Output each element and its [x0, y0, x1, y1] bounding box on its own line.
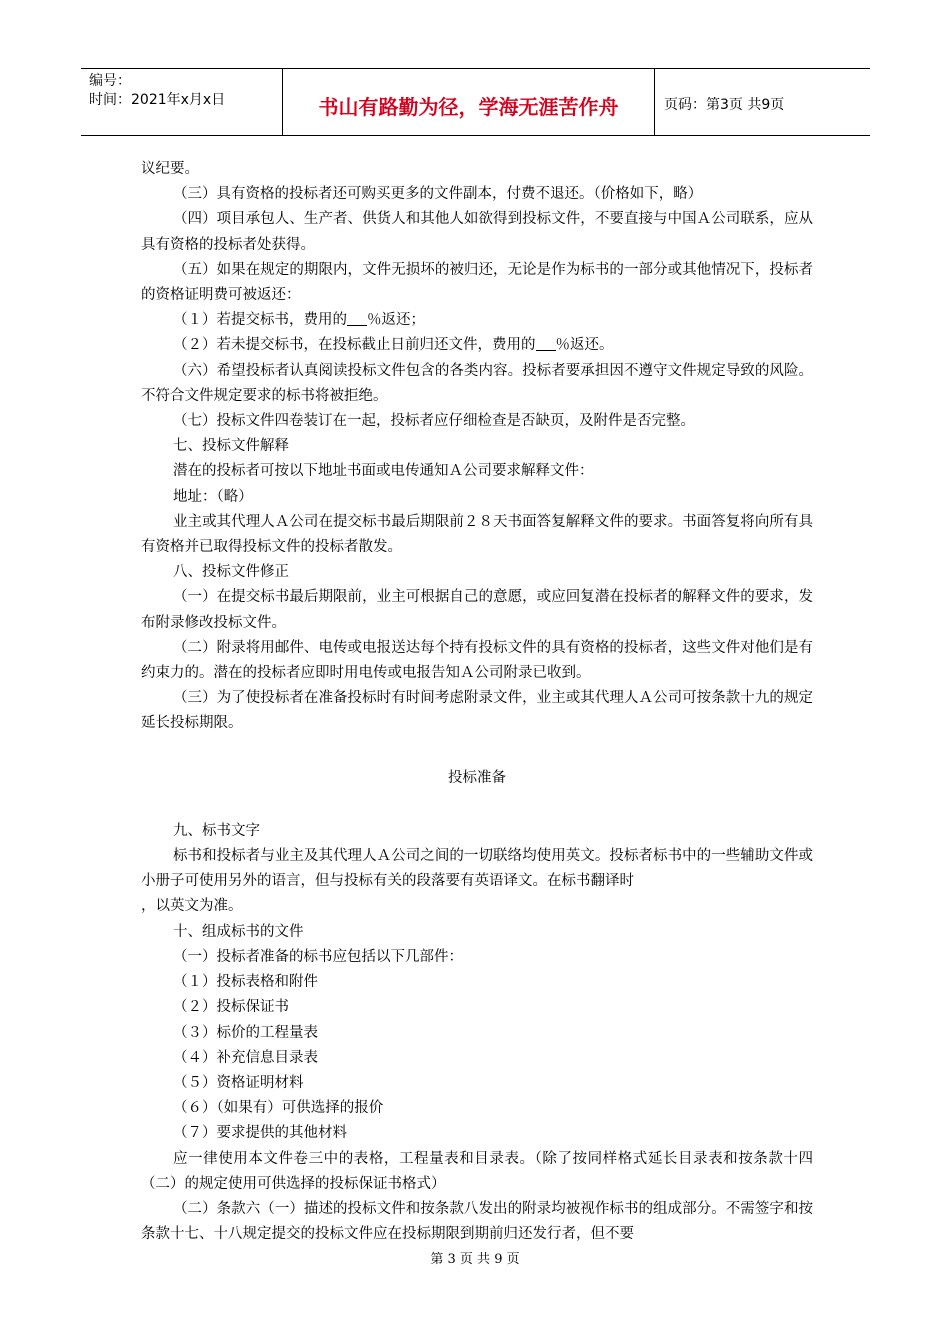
refund-item-1-suffix: ％返还； — [367, 312, 425, 329]
paragraph-line: （七）投标文件四卷装订在一起，投标者应仔细检查是否缺页，及附件是否完整。 — [173, 413, 695, 430]
document-body — [141, 157, 813, 1247]
header-meta — [81, 69, 282, 135]
refund-item-2-suffix: ％返还。 — [555, 337, 614, 354]
paragraph-line: 地址：（略） — [173, 488, 253, 505]
list-item: （６）（如果有）可供选择的报价 — [173, 1100, 384, 1117]
blank-underline — [536, 336, 556, 351]
paragraph-line: 潜在的投标者可按以下地址书面或电传通知Ａ公司要求解释文件： — [173, 463, 594, 480]
paragraph: （一）在提交标书最后期限前，业主可根据自己的意愿，或应回复潜在投标者的解释文件的要求，发布附录修改投标文件。 — [141, 589, 813, 631]
blank-underline — [347, 311, 367, 326]
paragraph-line: 议纪要。 — [141, 161, 199, 177]
section-heading: 八、投标文件修正 — [173, 564, 289, 581]
list-item: （３）标价的工程量表 — [173, 1024, 318, 1041]
paragraph: （二）条款六（一）描述的投标文件和按条款八发出的附录均被视作标书的组成部分。不需签字和按条款十七、十八规定提交的投标文件应在投标期限到期前归还发行者，但不要 — [141, 1200, 813, 1243]
list-item: （７）要求提供的其他材料 — [173, 1125, 347, 1142]
section-title: 投标准备 — [448, 769, 506, 786]
section-heading: 七、投标文件解释 — [173, 438, 289, 455]
document-number-label: 编号： — [89, 73, 131, 89]
spacer — [141, 737, 813, 766]
list-item: （４）补充信息目录表 — [173, 1049, 318, 1066]
paragraph: 业主或其代理人Ａ公司在提交标书最后期限前２８天书面答复解释文件的要求。书面答复将向所有具有资格并已取得投标文件的投标者散发。 — [141, 513, 813, 556]
paragraph-line — [141, 333, 813, 358]
spacer — [141, 791, 813, 819]
header-page-code: 页码：第3页 共9页 — [664, 97, 785, 113]
list-item: （５）资格证明材料 — [173, 1074, 304, 1091]
paragraph-line — [141, 308, 813, 333]
section-heading: 九、标书文字 — [173, 822, 260, 839]
paragraph-line: （一）投标者准备的标书应包括以下几部件： — [173, 948, 463, 965]
paragraph: （三）为了使投标者在准备投标时有时间考虑附录文件，业主或其代理人Ａ公司可按条款十九的规定延长投标期限。 — [141, 690, 813, 732]
paragraph-line: ，以英文为准。 — [141, 898, 243, 915]
page-footer: 第 3 页 共 9 页 — [430, 1252, 520, 1267]
paragraph: 标书和投标者与业主及其代理人Ａ公司之间的一切联络均使用英文。投标者标书中的一些辅助文件或小册子可使用另外的语言，但与投标有关的段落要有英语译文。在标书翻译时 — [141, 848, 813, 890]
document-time-label: 时间：2021年x月x日 — [89, 92, 226, 108]
list-item: （２）投标保证书 — [173, 999, 289, 1016]
paragraph: 应一律使用本文件卷三中的表格，工程量表和目录表。（除了按同样格式延长目录表和按条款十四（二）的规定使用可供选择的投标保证书格式） — [141, 1150, 813, 1192]
paragraph: （四）项目承包人、生产者、供货人和其他人如欲得到投标文件，不要直接与中国Ａ公司联系，应从具有资格的投标者处获得。 — [141, 211, 813, 253]
paragraph-line: （三）具有资格的投标者还可购买更多的文件副本，付费不退还。（价格如下，略） — [173, 186, 703, 203]
paragraph: （五）如果在规定的期限内，文件无损坏的被归还，无论是作为标书的一部分或其他情况下，投标者的资格证明费可被返还： — [141, 261, 813, 304]
list-item: （１）投标表格和附件 — [173, 974, 318, 991]
page-header — [81, 68, 870, 136]
section-heading: 十、组成标书的文件 — [173, 923, 304, 940]
refund-item-2-text: （２）若未提交标书，在投标截止日前归还文件，费用的 — [173, 337, 536, 354]
refund-item-1-text: （１）若提交标书，费用的 — [173, 312, 347, 329]
paragraph: （六）希望投标者认真阅读投标文件包含的各类内容。投标者要承担因不遵守文件规定导致的风险。不符合文件规定要求的标书将被拒绝。 — [141, 362, 813, 404]
paragraph: （二）附录将用邮件、电传或电报送达每个持有投标文件的具有资格的投标者，这些文件对他们是有约束力的。潜在的投标者应即时用电传或电报告知Ａ公司附录已收到。 — [141, 639, 813, 682]
header-motto: 书山有路勤为径，学海无涯苦作舟 — [282, 69, 655, 135]
